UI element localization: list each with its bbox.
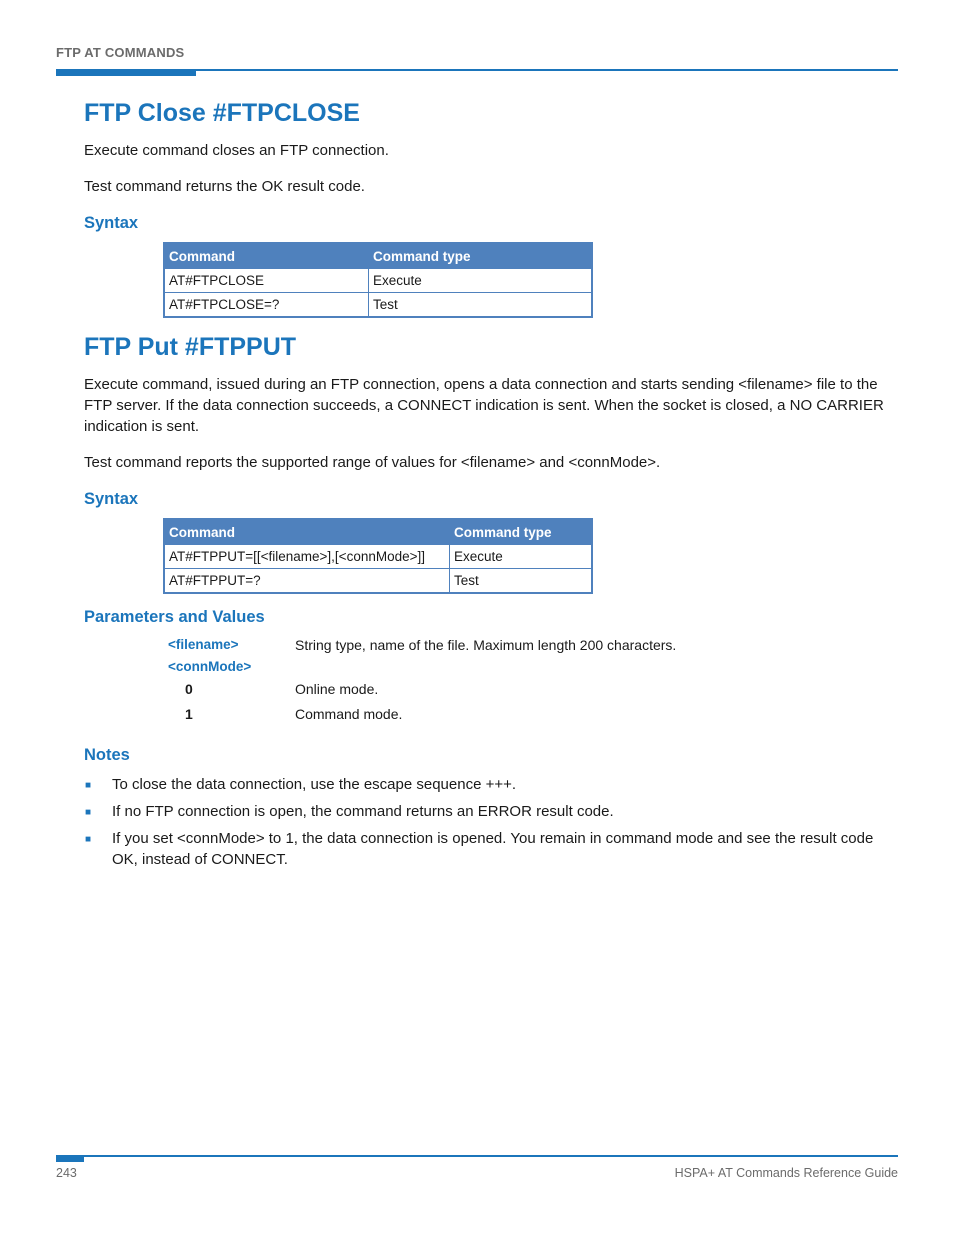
table-cell: AT#FTPCLOSE=? — [164, 293, 369, 318]
footer-rule — [56, 1155, 898, 1157]
column-header: Command — [164, 243, 369, 269]
table-cell: Test — [369, 293, 593, 318]
param-value: 0 — [185, 681, 193, 697]
running-head: FTP AT COMMANDS — [56, 45, 185, 60]
section-title-ftpput: FTP Put #FTPPUT — [84, 333, 297, 361]
bullet-icon: ■ — [85, 807, 92, 818]
bullet-icon: ■ — [85, 780, 92, 791]
column-header: Command type — [369, 243, 593, 269]
column-header: Command type — [450, 519, 593, 545]
document-title: HSPA+ AT Commands Reference Guide — [674, 1166, 898, 1180]
paragraph: Execute command, issued during an FTP connection, opens a data connection and starts sending <filename> file to the FTP server. If the data connection succeeds, a CONNECT indication is sent. When the socket is closed, a NO CARRIER indication is sent. — [84, 376, 884, 435]
param-description: String type, name of the file. Maximum length 200 characters. — [295, 637, 677, 653]
table-row — [164, 545, 592, 569]
section-title-ftpclose: FTP Close #FTPCLOSE — [84, 99, 360, 127]
list-item: If you set <connMode> to 1, the data connection is opened. You remain in command mode and see the result code OK, instead of CONNECT. — [112, 830, 874, 868]
syntax-heading: Syntax — [84, 490, 139, 508]
table-header-row — [164, 519, 592, 545]
paragraph: Test command returns the OK result code. — [84, 178, 365, 195]
list-item: If no FTP connection is open, the command returns an ERROR result code. — [112, 803, 614, 820]
param-value: 1 — [185, 706, 193, 722]
table-header-row — [164, 243, 592, 269]
table-row — [164, 293, 592, 318]
column-header: Command — [164, 519, 450, 545]
table-cell: AT#FTPPUT=? — [164, 569, 450, 594]
parameters-heading: Parameters and Values — [84, 608, 265, 626]
table-cell: AT#FTPPUT=[[<filename>],[<connMode>]] — [164, 545, 450, 569]
param-value-description: Online mode. — [295, 681, 379, 697]
syntax-table-ftpput — [163, 518, 593, 594]
table-row — [164, 569, 592, 594]
param-name: <connMode> — [168, 659, 252, 674]
table-cell: AT#FTPCLOSE — [164, 269, 369, 293]
table-row — [164, 269, 592, 293]
list-item: To close the data connection, use the escape sequence +++. — [112, 776, 517, 793]
header-rule-accent — [56, 69, 196, 76]
syntax-heading: Syntax — [84, 214, 139, 232]
paragraph: Execute command closes an FTP connection. — [84, 142, 389, 159]
param-name: <filename> — [168, 637, 239, 652]
notes-heading: Notes — [84, 746, 130, 764]
table-cell: Test — [450, 569, 593, 594]
footer-rule-accent — [56, 1155, 84, 1162]
paragraph: Test command reports the supported range of values for <filename> and <connMode>. — [84, 454, 661, 471]
syntax-table-ftpclose — [163, 242, 593, 318]
param-value-description: Command mode. — [295, 706, 403, 722]
table-cell: Execute — [450, 545, 593, 569]
page-number: 243 — [56, 1166, 77, 1180]
table-cell: Execute — [369, 269, 593, 293]
bullet-icon: ■ — [85, 834, 92, 845]
